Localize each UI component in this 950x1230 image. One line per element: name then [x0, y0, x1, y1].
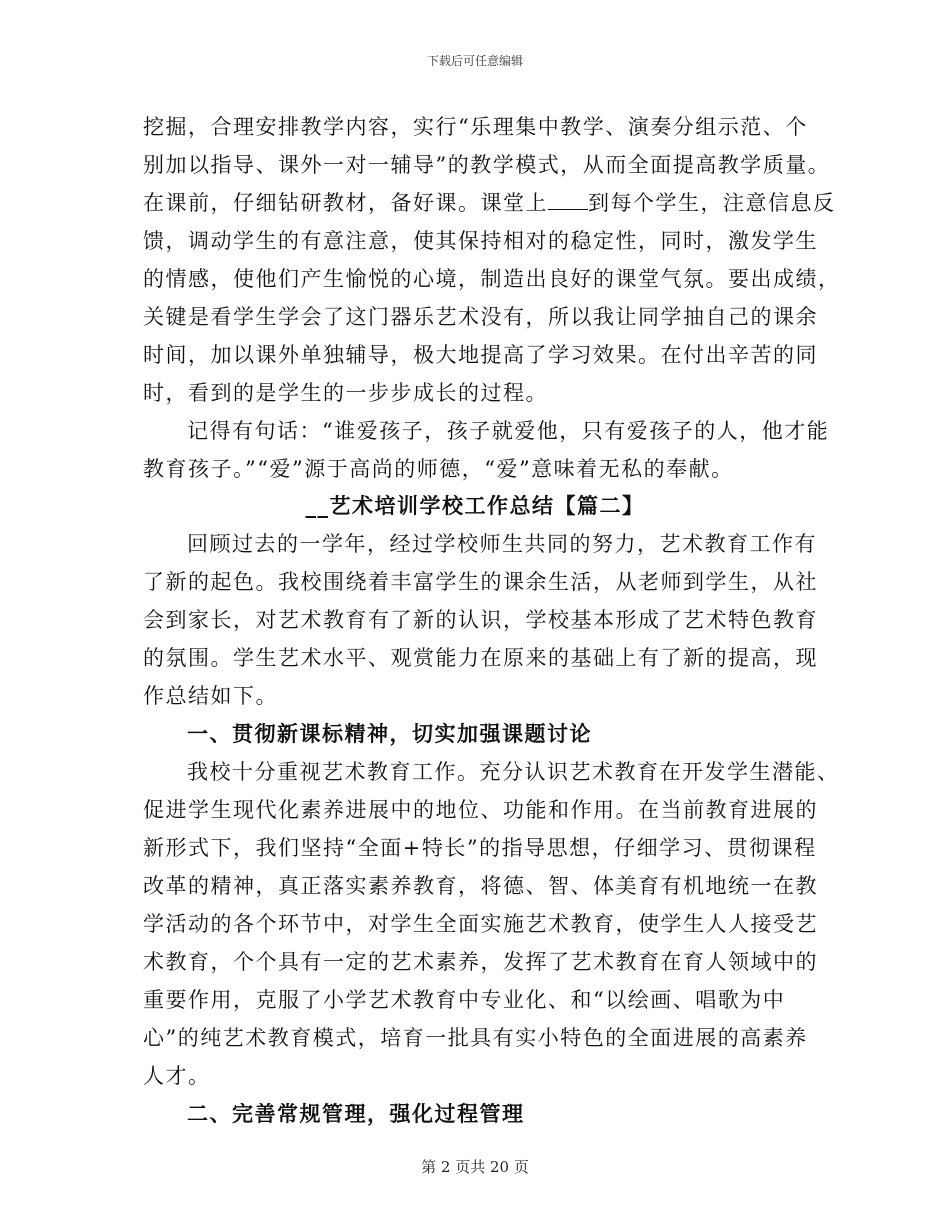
- paragraph-line: 的情感，使他们产生愉悦的心境，制造出良好的课堂气氛。要出成绩，: [143, 267, 841, 291]
- paragraph-line: 回顾过去的一学年，经过学校师生共同的努力，艺术教育工作有: [187, 532, 817, 556]
- paragraph-line: 挖掘，合理安排教学内容，实行“乐理集中教学、演奏分组示范、个: [143, 115, 808, 139]
- paragraph-line: 重要作用，克服了小学艺术教育中专业化、和“以绘画、唱歌为中: [143, 988, 786, 1012]
- paragraph-line: 促进学生现代化素养进展中的地位、功能和作用。在当前教育进展的: [143, 798, 818, 822]
- fill-blank: [548, 191, 588, 210]
- paragraph-line: 新形式下，我们坚持“全面+特长”的指导思想，仔细学习、贯彻课程: [143, 836, 817, 860]
- page-footer: 第 2 页共 20 页: [421, 1158, 529, 1176]
- text-segment: 在课前，仔细钻研教材，备好课。课堂上: [143, 191, 548, 215]
- text-segment: 到每个学生，注意信息反: [588, 191, 836, 215]
- paragraph-line: 教育孩子。”“爱”源于高尚的师德，“爱”意味着无私的奉献。: [143, 457, 734, 481]
- section-title: __艺术培训学校工作总结【篇二】: [305, 493, 645, 518]
- paragraph-line: 改革的精神，真正落实素养教育，将德、智、体美育有机地统一在教: [143, 874, 818, 898]
- paragraph-line: 作总结如下。: [143, 684, 278, 708]
- paragraph-line: 我校十分重视艺术教育工作。充分认识艺术教育在开发学生潜能、: [187, 760, 840, 784]
- paragraph-line: 时间，加以课外单独辅导，极大地提高了学习效果。在付出辛苦的同: [143, 343, 818, 367]
- paragraph-line: 别加以指导、课外一对一辅导”的教学模式，从而全面提高教学质量。: [143, 153, 831, 177]
- paragraph-line: 的氛围。学生艺术水平、观赏能力在原来的基础上有了新的提高，现: [143, 646, 818, 670]
- paragraph-line: 时，看到的是学生的一步步成长的过程。: [143, 381, 548, 405]
- heading-1: 一、贯彻新课标精神，切实加强课题讨论: [187, 721, 592, 746]
- heading-2: 二、完善常规管理，强化过程管理: [187, 1101, 525, 1126]
- paragraph-line: 关键是看学生学会了这门器乐艺术没有，所以我让同学抽自己的课余: [143, 305, 818, 329]
- paragraph-line: 学活动的各个环节中，对学生全面实施艺术教育，使学生人人接受艺: [143, 912, 818, 936]
- paragraph-line: [143, 189, 836, 217]
- paragraph-line: 了新的起色。我校围绕着丰富学生的课余生活，从老师到学生，从社: [143, 570, 818, 594]
- paragraph-line: 馈，调动学生的有意注意，使其保持相对的稳定性，同时，激发学生: [143, 229, 818, 253]
- paragraph-line: 会到家长，对艺术教育有了新的认识，学校基本形成了艺术特色教育: [143, 608, 818, 632]
- paragraph-line: 心”的纯艺术教育模式，培育一批具有实小特色的全面进展的高素养: [143, 1026, 808, 1050]
- page-header: 下载后可任意编辑: [426, 54, 523, 68]
- paragraph-line: 术教育，个个具有一定的艺术素养，发挥了艺术教育在育人领域中的: [143, 950, 818, 974]
- paragraph-line: 人才。: [143, 1064, 211, 1088]
- paragraph-line: 记得有句话：“谁爱孩子，孩子就爱他，只有爱孩子的人，他才能: [187, 419, 830, 443]
